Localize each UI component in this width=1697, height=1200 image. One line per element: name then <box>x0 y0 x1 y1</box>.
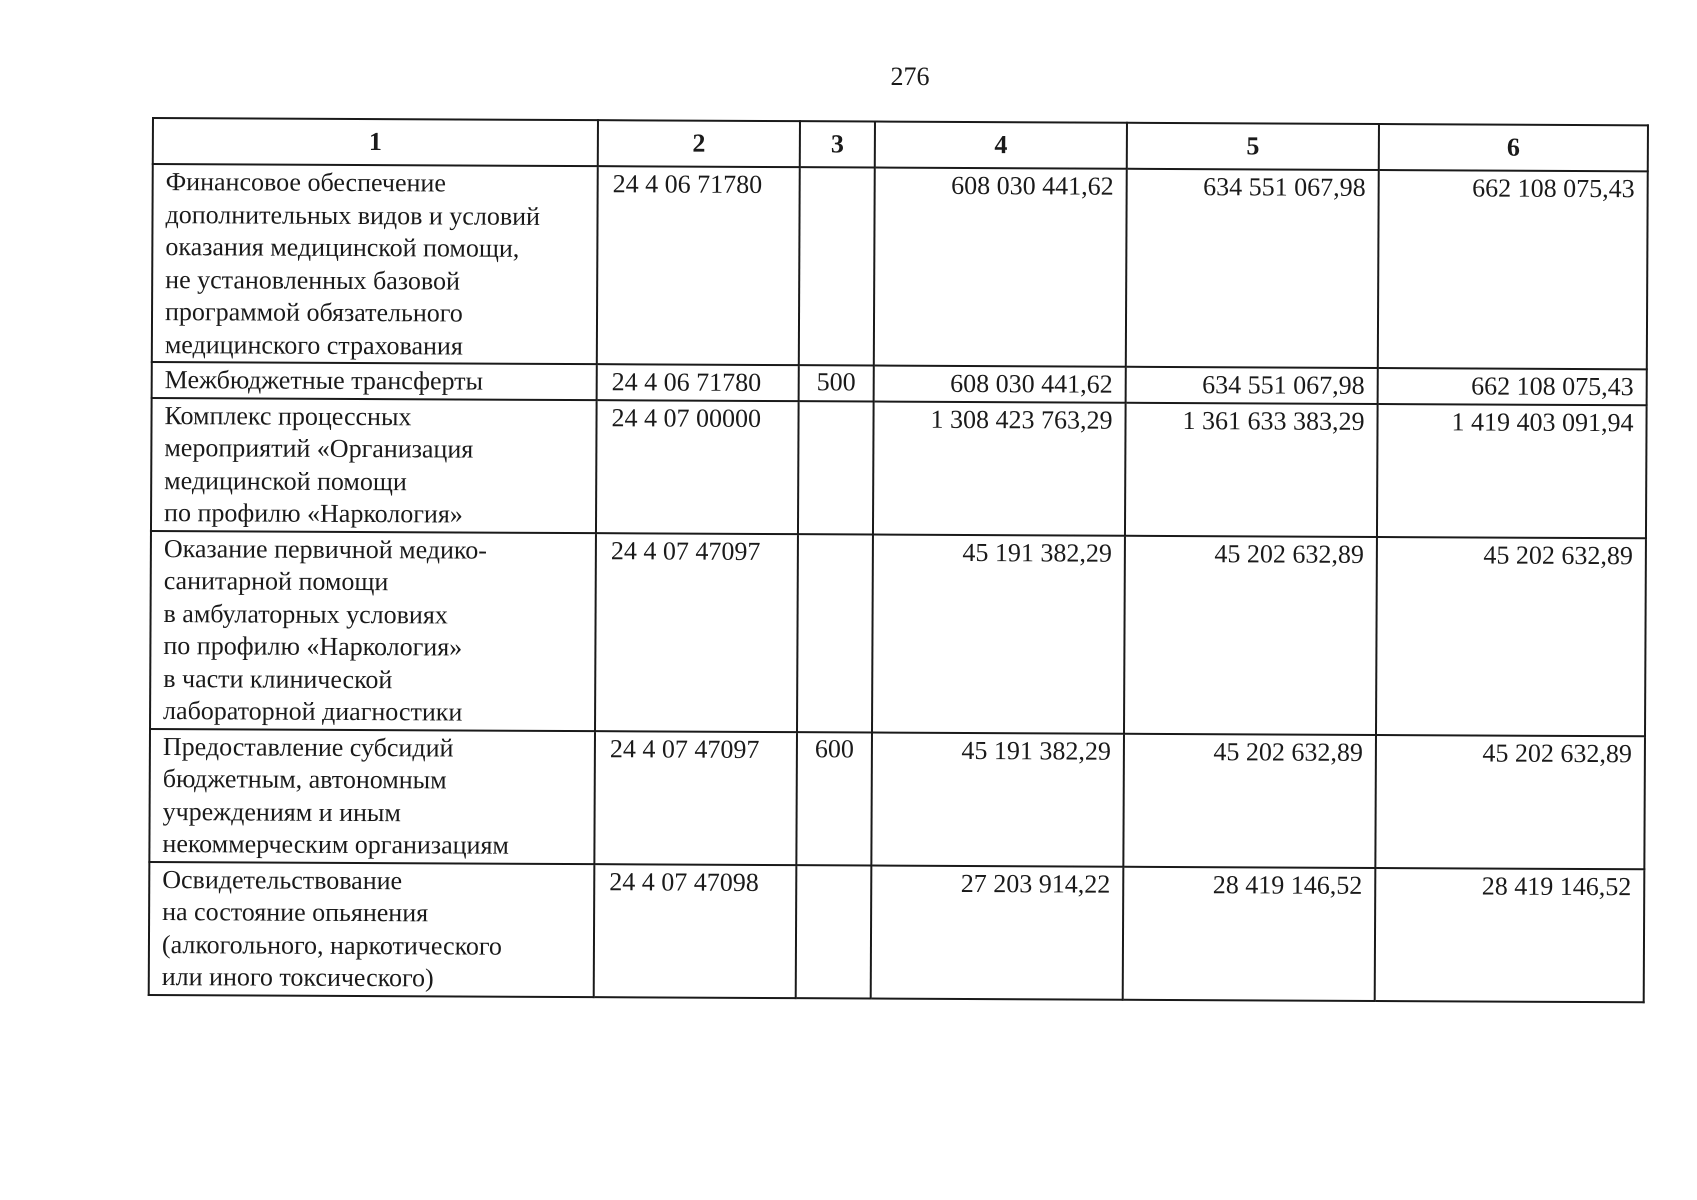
row-amount-col6: 45 202 632,89 <box>1375 734 1645 868</box>
row-expense-type: 600 <box>796 732 872 865</box>
row-amount-col5: 45 202 632,89 <box>1124 535 1377 734</box>
row-name: Комплекс процессных мероприятий «Организация медицинской помощи по профилю «Наркология» <box>151 398 597 533</box>
row-amount-col6: 662 108 075,43 <box>1378 368 1647 405</box>
row-expense-type <box>799 167 875 365</box>
row-amount-col6: 1 419 403 091,94 <box>1377 403 1647 537</box>
row-amount-col5: 28 419 146,52 <box>1123 866 1376 1000</box>
row-amount-col5: 634 551 067,98 <box>1126 169 1379 368</box>
table-row <box>149 861 1645 1001</box>
table-row <box>152 164 1648 369</box>
row-amount-col5: 45 202 632,89 <box>1123 733 1376 867</box>
row-amount-col6: 662 108 075,43 <box>1378 170 1648 369</box>
row-amount-col4: 27 203 914,22 <box>871 865 1124 999</box>
row-amount-col6: 45 202 632,89 <box>1376 536 1646 735</box>
row-code: 24 4 07 47097 <box>595 533 798 732</box>
page-number: 276 <box>890 62 930 91</box>
row-code: 24 4 06 71780 <box>597 364 799 400</box>
column-header-4: 4 <box>875 122 1127 169</box>
column-header-6: 6 <box>1379 124 1648 171</box>
table-row <box>150 530 1646 735</box>
row-code: 24 4 07 47098 <box>594 864 797 998</box>
budget-table <box>148 117 1649 1003</box>
row-code: 24 4 06 71780 <box>597 166 800 365</box>
row-amount-col4: 45 191 382,29 <box>871 732 1124 866</box>
column-header-1: 1 <box>153 118 598 166</box>
row-amount-col4: 608 030 441,62 <box>874 366 1126 403</box>
row-amount-col6: 28 419 146,52 <box>1375 867 1645 1001</box>
row-expense-type: 500 <box>799 365 874 401</box>
row-code: 24 4 07 00000 <box>596 400 799 534</box>
row-name: Межбюджетные трансферты <box>152 362 597 400</box>
column-header-2: 2 <box>598 120 800 167</box>
row-amount-col5: 1 361 633 383,29 <box>1125 402 1378 536</box>
row-code: 24 4 07 47097 <box>594 731 797 865</box>
row-expense-type <box>798 401 874 534</box>
row-name: Финансовое обеспечение дополнительных видов и условий оказания медицинской помощи, не установленных базовой программой обязательного медицинского страхования <box>152 164 598 364</box>
row-name: Освидетельствование на состояние опьянения (алкогольного, наркотического или иного токсического) <box>149 861 595 996</box>
row-name: Оказание первичной медико- санитарной помощи в амбулаторных условиях по профилю «Наркология» в части клинической лабораторной диагностики <box>150 530 596 730</box>
row-expense-type <box>797 534 873 732</box>
table-header-row <box>153 118 1648 171</box>
row-amount-col4: 1 308 423 763,29 <box>873 401 1126 535</box>
row-expense-type <box>796 865 872 998</box>
row-amount-col4: 608 030 441,62 <box>874 168 1127 367</box>
row-name: Предоставление субсидий бюджетным, автономным учреждениям и иным некоммерческим организациям <box>149 728 595 863</box>
column-header-5: 5 <box>1127 123 1379 170</box>
table-row <box>151 398 1647 538</box>
row-amount-col5: 634 551 067,98 <box>1126 367 1378 404</box>
row-amount-col4: 45 191 382,29 <box>872 534 1125 733</box>
column-header-3: 3 <box>800 121 875 167</box>
table-row <box>149 728 1645 868</box>
